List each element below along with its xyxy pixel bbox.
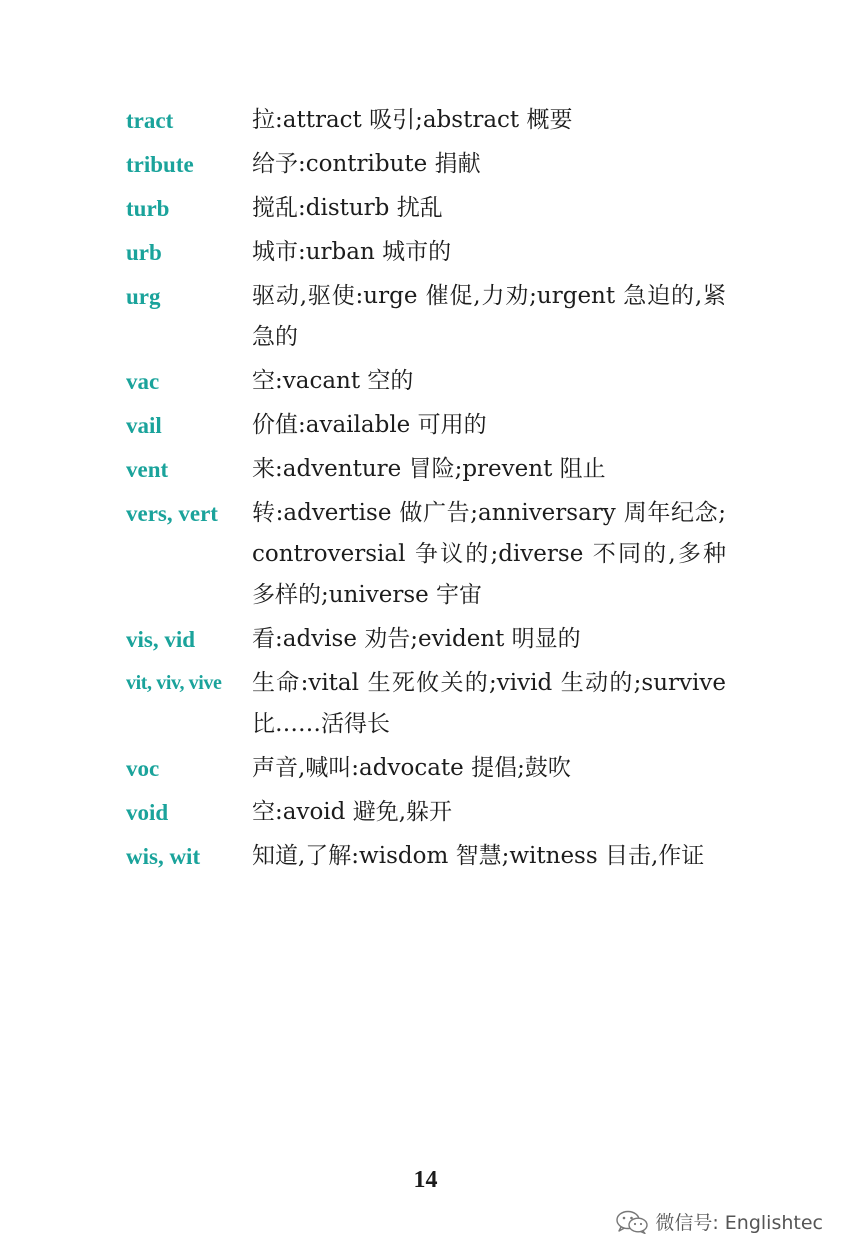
list-item: [126, 188, 726, 229]
list-item: [126, 449, 726, 490]
wechat-icon: [615, 1210, 649, 1234]
list-item: [126, 493, 726, 616]
list-item: [126, 619, 726, 660]
list-item: [126, 144, 726, 185]
root-meaning: 驱动,驱使:urge 催促,力劝;urgent 急迫的,紧急的: [252, 283, 726, 350]
list-item: [126, 361, 726, 402]
list-item: [126, 405, 726, 446]
page-number: 14: [413, 1167, 438, 1193]
word-root-list: [126, 100, 726, 880]
word-root: tribute: [126, 152, 194, 177]
list-item: [126, 748, 726, 789]
root-meaning: 给予:contribute 捐献: [252, 151, 481, 177]
root-meaning: 知道,了解:wisdom 智慧;witness 目击,作证: [252, 843, 705, 869]
list-item: [126, 232, 726, 273]
word-root: void: [126, 800, 169, 825]
list-item: [126, 663, 726, 745]
word-root: vail: [126, 413, 162, 438]
word-root: tract: [126, 108, 174, 133]
word-root: vent: [126, 457, 169, 482]
word-root: vac: [126, 369, 160, 394]
word-root: urb: [126, 240, 162, 265]
list-item: [126, 276, 726, 358]
root-meaning: 来:adventure 冒险;prevent 阻止: [252, 456, 606, 482]
word-root: voc: [126, 756, 160, 781]
word-root: wis, wit: [126, 844, 201, 869]
watermark: [615, 1208, 823, 1235]
list-item: [126, 836, 726, 877]
list-item: [126, 100, 726, 141]
root-meaning: 生命:vital 生死攸关的;vivid 生动的;survive 比……活得长: [252, 670, 726, 737]
word-root: turb: [126, 196, 170, 221]
root-meaning: 搅乱:disturb 扰乱: [252, 195, 443, 221]
root-meaning: 城市:urban 城市的: [252, 239, 452, 265]
word-root: vis, vid: [126, 627, 196, 652]
root-meaning: 转:advertise 做广告;anniversary 周年纪念;controversial 争议的;diverse 不同的,多种多样的;universe 宇宙: [252, 500, 726, 608]
root-meaning: 看:advise 劝告;evident 明显的: [252, 626, 581, 652]
root-meaning: 空:vacant 空的: [252, 368, 414, 394]
root-meaning: 价值:available 可用的: [252, 412, 487, 438]
word-root: urg: [126, 284, 161, 309]
root-meaning: 声音,喊叫:advocate 提倡;鼓吹: [252, 755, 571, 781]
list-item: [126, 792, 726, 833]
word-root: vit, viv, vive: [126, 672, 222, 694]
word-root: vers, vert: [126, 501, 218, 526]
root-meaning: 拉:attract 吸引;abstract 概要: [252, 107, 573, 133]
root-meaning: 空:avoid 避免,躲开: [252, 799, 453, 825]
watermark-text: 微信号: Englishtec: [655, 1212, 823, 1234]
